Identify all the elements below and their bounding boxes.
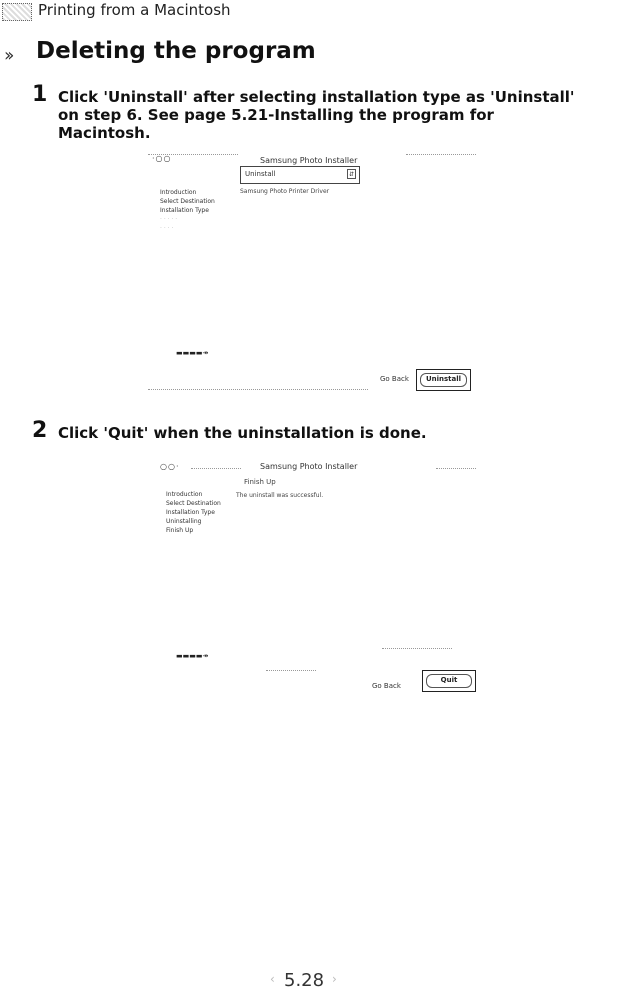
divider bbox=[382, 648, 452, 649]
go-back-button[interactable]: Go Back bbox=[380, 375, 409, 383]
samsung-logo-icon: ▬▬▬▬↠ bbox=[176, 652, 209, 660]
window-title: Samsung Photo Installer bbox=[260, 462, 358, 471]
page-number: 5.28 bbox=[284, 970, 325, 991]
step-item: Installation Type bbox=[166, 509, 215, 516]
page-left-decoration: ‹ bbox=[270, 972, 275, 986]
select-caption: Samsung Photo Printer Driver bbox=[240, 188, 330, 195]
divider bbox=[148, 154, 238, 155]
step-item-placeholder: · · · · · bbox=[160, 216, 178, 223]
quit-button[interactable] bbox=[422, 670, 476, 692]
window-controls-icon: ○○· bbox=[160, 462, 180, 471]
installation-type-select[interactable] bbox=[240, 166, 360, 184]
step-item: Uninstalling bbox=[166, 518, 202, 525]
step-text-line: Macintosh. bbox=[58, 124, 151, 142]
chevron-down-icon: ⇵ bbox=[348, 171, 355, 178]
step-item: Finish Up bbox=[166, 527, 194, 534]
select-value: Uninstall bbox=[245, 170, 276, 178]
step-number: 2 bbox=[32, 418, 48, 443]
step-number: 1 bbox=[32, 82, 48, 107]
divider bbox=[436, 468, 476, 469]
page-header bbox=[0, 0, 623, 26]
page-right-decoration: › bbox=[332, 972, 337, 986]
step-item: Introduction bbox=[160, 189, 197, 196]
go-back-button[interactable]: Go Back bbox=[372, 682, 401, 690]
divider bbox=[266, 670, 316, 671]
window-controls-icon: ·○○ bbox=[152, 154, 172, 163]
step-text-line: Click 'Quit' when the uninstallation is done. bbox=[58, 424, 427, 442]
step-item: Select Destination bbox=[160, 198, 215, 205]
step-text-line: Click 'Uninstall' after selecting installation type as 'Uninstall' bbox=[58, 88, 575, 106]
pane-heading: Finish Up bbox=[244, 478, 276, 486]
installer-steps-list bbox=[160, 188, 215, 233]
step-item: Installation Type bbox=[160, 207, 209, 214]
printer-icon bbox=[2, 3, 32, 21]
finish-screenshot bbox=[156, 458, 482, 698]
step-item: Select Destination bbox=[166, 500, 221, 507]
uninstall-button[interactable] bbox=[416, 369, 471, 391]
installer-steps-list bbox=[166, 490, 221, 535]
uninstall-button-label: Uninstall bbox=[420, 373, 467, 387]
step-text-line: on step 6. See page 5.21-Installing the program for bbox=[58, 106, 494, 124]
window-title: Samsung Photo Installer bbox=[260, 156, 358, 165]
uninstall-screenshot bbox=[148, 150, 480, 400]
double-chevron-icon: ›› bbox=[4, 45, 11, 66]
divider bbox=[191, 468, 241, 469]
header-title: Printing from a Macintosh bbox=[38, 1, 231, 19]
divider bbox=[148, 389, 368, 390]
uninstall-message: The uninstall was successful. bbox=[236, 492, 324, 499]
divider bbox=[406, 154, 476, 155]
section-title: Deleting the program bbox=[36, 38, 316, 64]
quit-button-label: Quit bbox=[426, 674, 472, 688]
step-item: Introduction bbox=[166, 491, 203, 498]
step-item-placeholder: · · · · bbox=[160, 225, 174, 232]
samsung-logo-icon: ▬▬▬▬↠ bbox=[176, 349, 209, 357]
